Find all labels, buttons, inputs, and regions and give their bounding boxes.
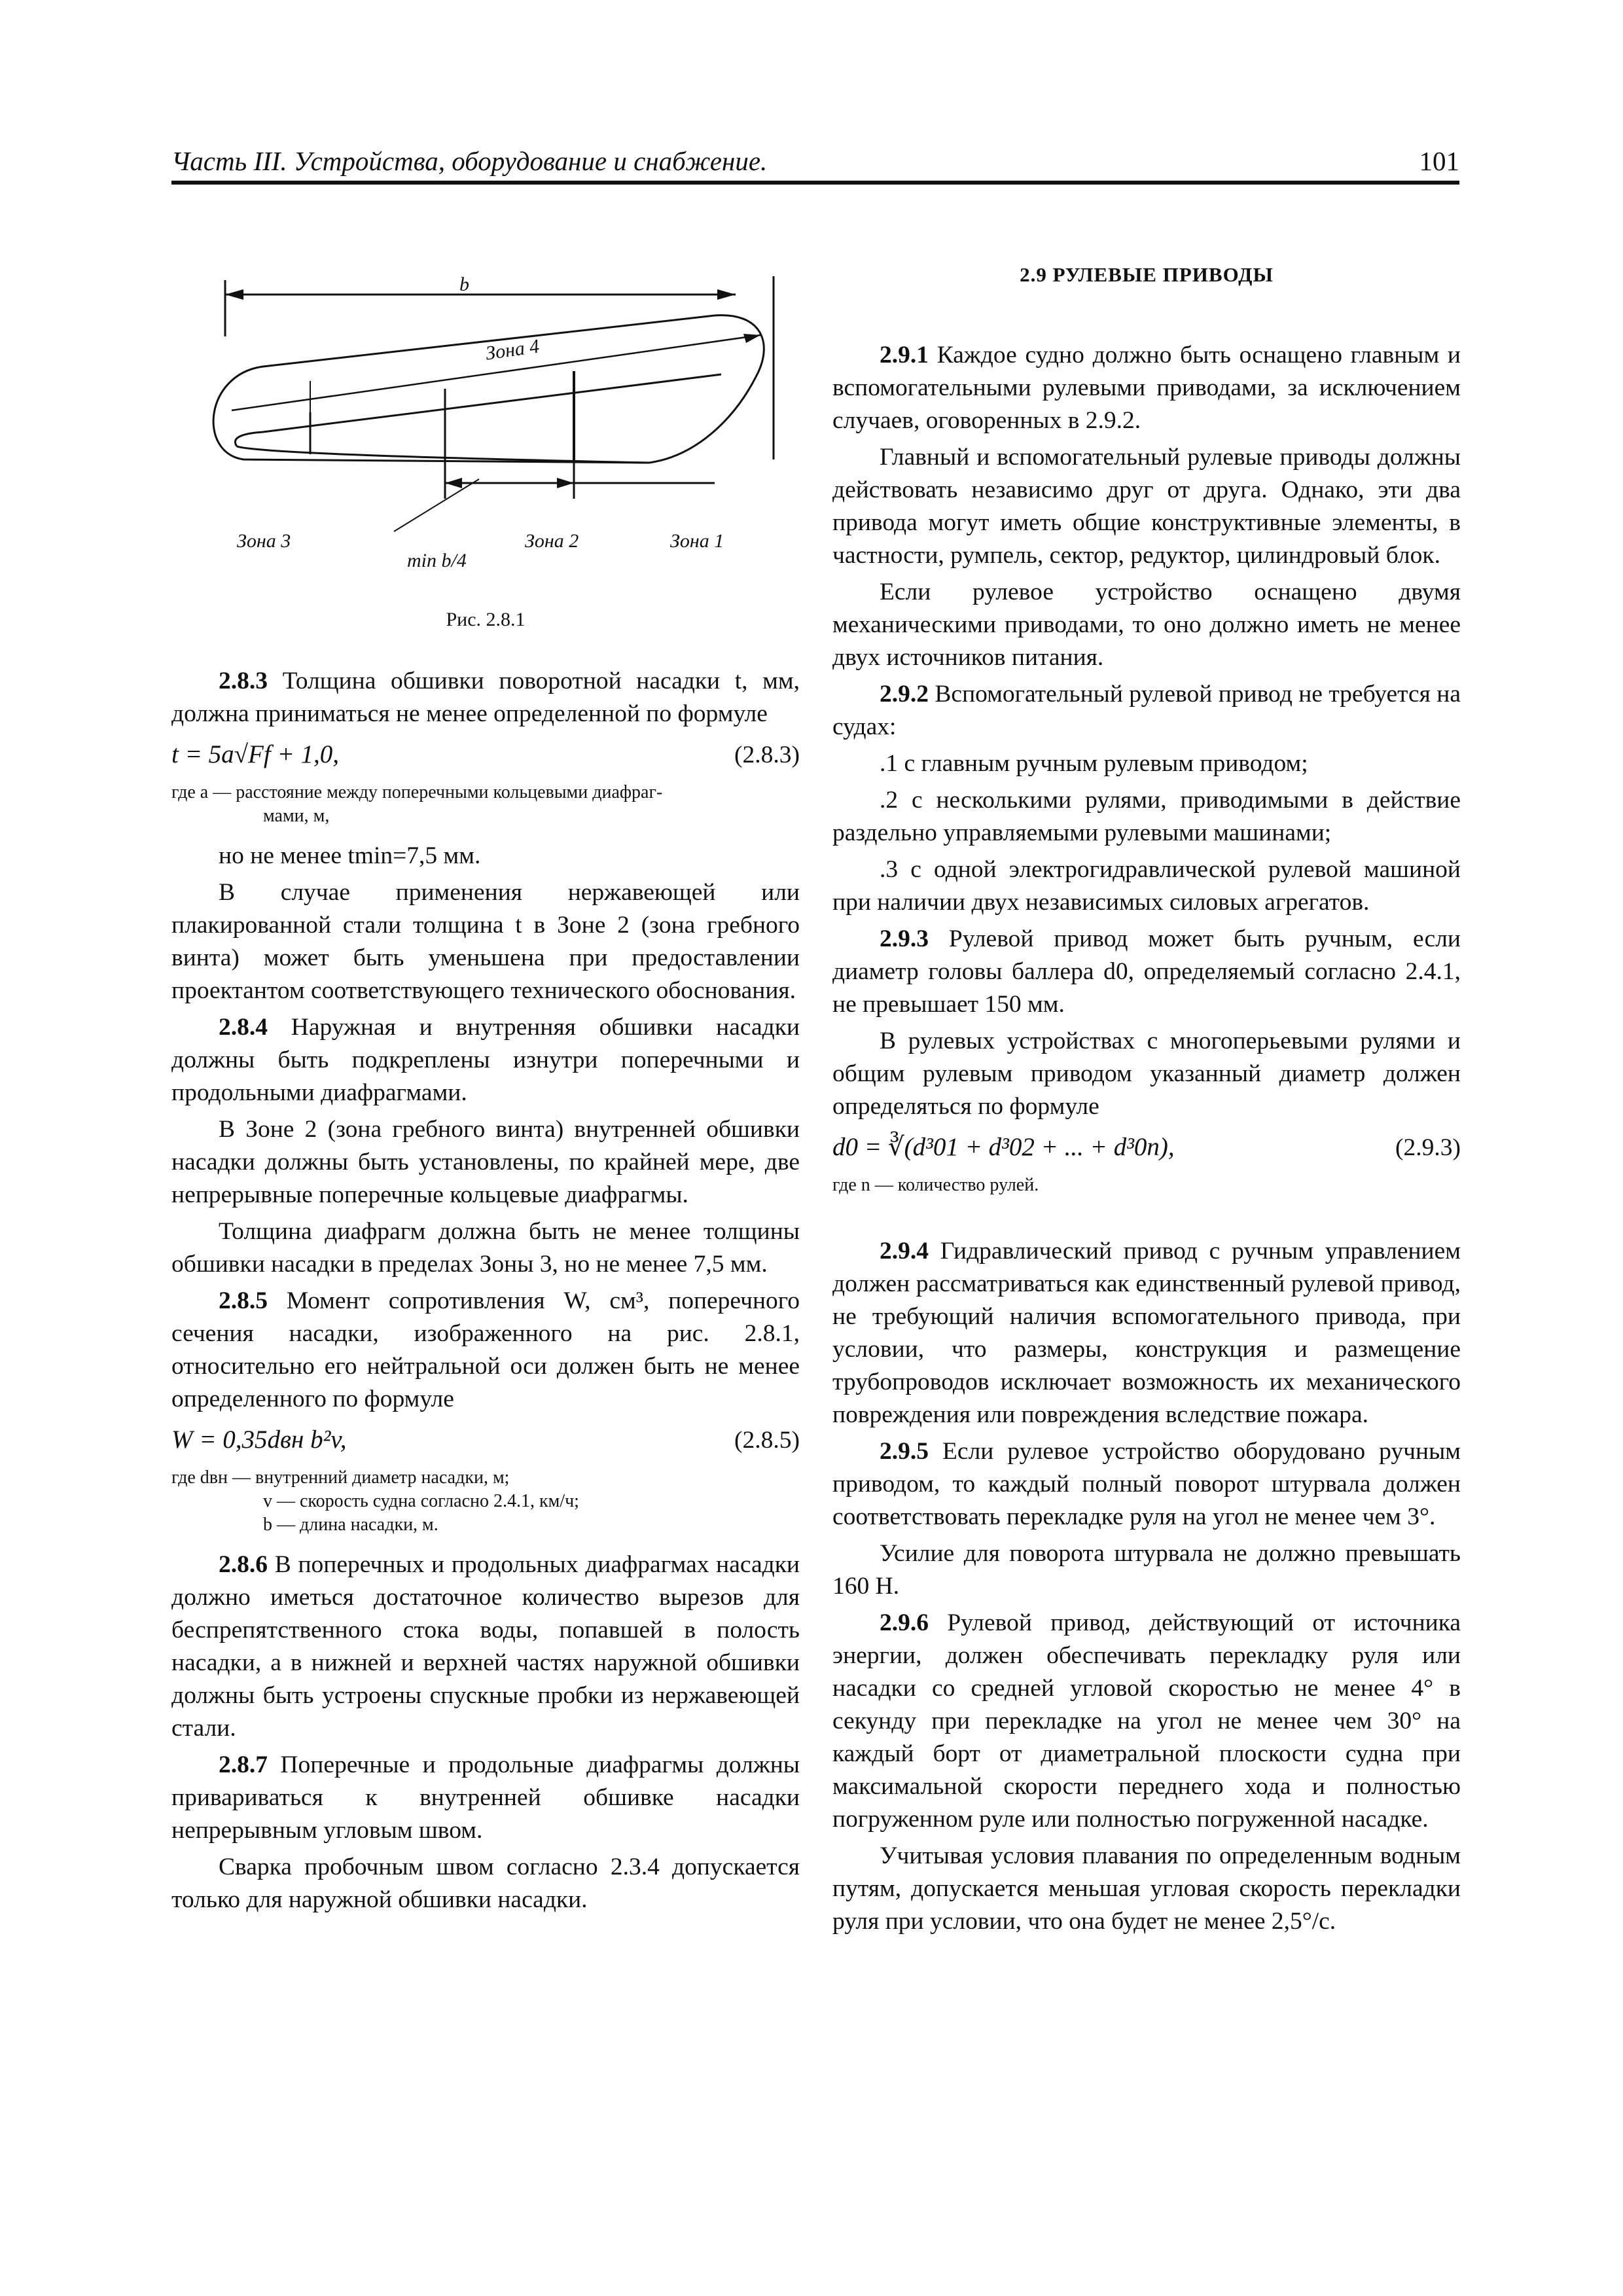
paragraph-2-9-6: 2.9.6 Рулевой привод, действующий от источника энергии, должен обеспечивать перекладку руля или насадки со средней угловой скоростью не менее 4° в секунду при перекладке на угол не менее чем 30° на каждый борт от диаметральной плоскости судна при максимальной скорости переднего хода и полностью погруженном руле или полностью погруженной насадке.	[832, 1609, 1461, 1833]
paragraph-power-sources: Если рулевое устройство оснащено двумя механическими приводами, то оно должно иметь не менее двух источников питания.	[832, 579, 1461, 671]
page-number: 101	[1419, 146, 1459, 176]
clause-number: 2.8.4	[219, 1014, 268, 1041]
paragraph-2-9-4: 2.9.4 Гидравлический привод с ручным управлением должен рассматриваться как единственный рулевой привод, не требующий наличия вспомогательного привода, при условии, что размеры, конструкция и размещение трубопроводов исключает возможность их механического повреждения или повреждения вследствие пожара.	[832, 1238, 1461, 1428]
clause-number: 2.8.3	[219, 668, 268, 694]
formula-number: (2.8.3)	[734, 742, 800, 768]
paragraph-2-9-3: 2.9.3 Рулевой привод может быть ручным, если диаметр головы баллера d0, определяемый согласно 2.4.1, не превышает 150 мм.	[832, 925, 1461, 1018]
paragraph-2-8-6: 2.8.6 В поперечных и продольных диафрагмах насадки должно иметься достаточное количество вырезов для беспрепятственного стока воды, попавшей в полость насадки, а в нижней и верхней частях наружной обшивки должны быть устроены спускные пробки из нержавеющей стали.	[171, 1551, 800, 1742]
header-title: Часть III. Устройства, оборудование и снабжение.	[171, 146, 768, 176]
paragraph-2-8-3: 2.8.3 Толщина обшивки поворотной насадки t, мм, должна приниматься не менее определенной по формуле	[171, 668, 800, 727]
clause-number: 2.8.5	[219, 1287, 268, 1314]
label-b: b	[459, 274, 469, 295]
paragraph-independent-drives: Главный и вспомогательный рулевые приводы должны действовать независимо друг от друга. Однако, эти два привода могут иметь общие конструктивные элементы, в частности, румпель, сектор, редуктор, цилиндровый блок.	[832, 444, 1461, 569]
formula-expression: t = 5a√Ff + 1,0,	[171, 740, 340, 768]
formula-legend: где dвн — внутренний диаметр насадки, м; v — скорость судна согласно 2.4.1, км/ч; b — длина насадки, м.	[171, 1467, 579, 1535]
formula-2-9-3	[832, 1131, 1461, 1164]
formula-number: (2.8.5)	[734, 1427, 800, 1454]
formula-number: (2.9.3)	[1395, 1134, 1461, 1161]
clause-number: 2.9.5	[880, 1438, 929, 1465]
clause-number: 2.9.3	[880, 925, 929, 952]
paragraph-min-thickness: но не менее tmin=7,5 мм.	[219, 842, 481, 869]
paragraph-2-9-2: 2.9.2 Вспомогательный рулевой привод не требуется на судах:	[832, 681, 1461, 740]
list-item: .2 с несколькими рулями, приводимыми в действие раздельно управляемыми рулевыми машинами;	[832, 787, 1461, 846]
clause-number: 2.9.6	[880, 1609, 929, 1636]
paragraph-2-9-5: 2.9.5 Если рулевое устройство оборудовано ручным приводом, то каждый полный поворот штурвала должен соответствовать перекладке руля на угол не менее чем 3°.	[832, 1438, 1461, 1530]
paragraph-2-8-5: 2.8.5 Момент сопротивления W, см³, поперечного сечения насадки, изображенного на рис. 2.8.1, относительно его нейтральной оси должен быть не менее определенного по формуле	[171, 1287, 800, 1412]
clause-number: 2.9.2	[880, 681, 929, 708]
clause-number: 2.9.4	[880, 1238, 929, 1265]
paragraph-stainless: В случае применения нержавеющей или плакированной стали толщина t в Зоне 2 (зона гребного винта) может быть уменьшена при предоставлении проектантом соответствующего технического обоснования.	[171, 879, 800, 1004]
paragraph-multi-rudder: В рулевых устройствах с многоперьевыми рулями и общим рулевым приводом указанный диаметр должен определяться по формуле	[832, 1028, 1461, 1120]
label-min-b4: min b/4	[407, 550, 467, 571]
right-column	[832, 237, 1461, 1942]
formula-2-8-5	[171, 1424, 800, 1457]
clause-number: 2.8.6	[219, 1551, 268, 1578]
left-column	[171, 237, 800, 1920]
clause-number: 2.8.7	[219, 1751, 268, 1778]
paragraph-angular-speed: Учитывая условия плавания по определенным водным путям, допускается меньшая угловая скорость перекладки руля при условии, что она будет не менее 2,5°/с.	[832, 1842, 1461, 1935]
figure-caption: Рис. 2.8.1	[446, 609, 526, 630]
list-item: .1 с главным ручным рулевым приводом;	[880, 750, 1308, 777]
page-header	[171, 143, 1459, 185]
label-zone3: Зона 3	[237, 530, 291, 552]
section-title: 2.9 РУЛЕВЫЕ ПРИВОДЫ	[1020, 263, 1274, 286]
label-zone2: Зона 2	[525, 530, 579, 552]
paragraph-2-8-7: 2.8.7 Поперечные и продольные диафрагмы должны привариваться к внутренней обшивке насадки непрерывным угловым швом.	[171, 1751, 800, 1844]
formula-expression: W = 0,35dвн b²v,	[171, 1426, 347, 1454]
formula-legend: где a — расстояние между поперечными кольцевыми диафраг- мами, м,	[171, 782, 663, 826]
paragraph-2-8-4: 2.8.4 Наружная и внутренняя обшивки насадки должны быть подкреплены изнутри поперечными и продольными диафрагмами.	[171, 1014, 800, 1106]
formula-legend: где n — количество рулей.	[832, 1175, 1039, 1195]
list-item: .3 с одной электрогидравлической рулевой машиной при наличии двух независимых силовых агрегатов.	[832, 856, 1461, 916]
formula-2-8-3	[171, 738, 800, 772]
formula-expression: d0 = ∛(d³01 + d³02 + ... + d³0n),	[832, 1133, 1175, 1161]
paragraph-2-9-1: 2.9.1 Каждое судно должно быть оснащено главным и вспомогательными рулевыми приводами, за исключением случаев, оговоренных в 2.9.2.	[832, 342, 1461, 434]
paragraph-diaphragm-thickness: Толщина диафрагм должна быть не менее толщины обшивки насадки в пределах Зоны 3, но не менее 7,5 мм.	[171, 1218, 800, 1278]
paragraph-plug-weld: Сварка пробочным швом согласно 2.3.4 допускается только для наружной обшивки насадки.	[171, 1854, 800, 1913]
nozzle-inner-profile	[235, 374, 721, 446]
paragraph-wheel-force: Усилие для поворота штурвала не должно превышать 160 Н.	[832, 1540, 1461, 1600]
label-zone1: Зона 1	[670, 530, 724, 552]
clause-number: 2.9.1	[880, 342, 929, 368]
paragraph-zone2-diaphragms: В Зоне 2 (зона гребного винта) внутренней обшивки насадки должны быть установлены, по крайней мере, две непрерывные поперечные кольцевые диафрагмы.	[171, 1116, 800, 1208]
label-zone4: Зона 4	[484, 335, 541, 365]
nozzle-diagram	[171, 237, 800, 603]
